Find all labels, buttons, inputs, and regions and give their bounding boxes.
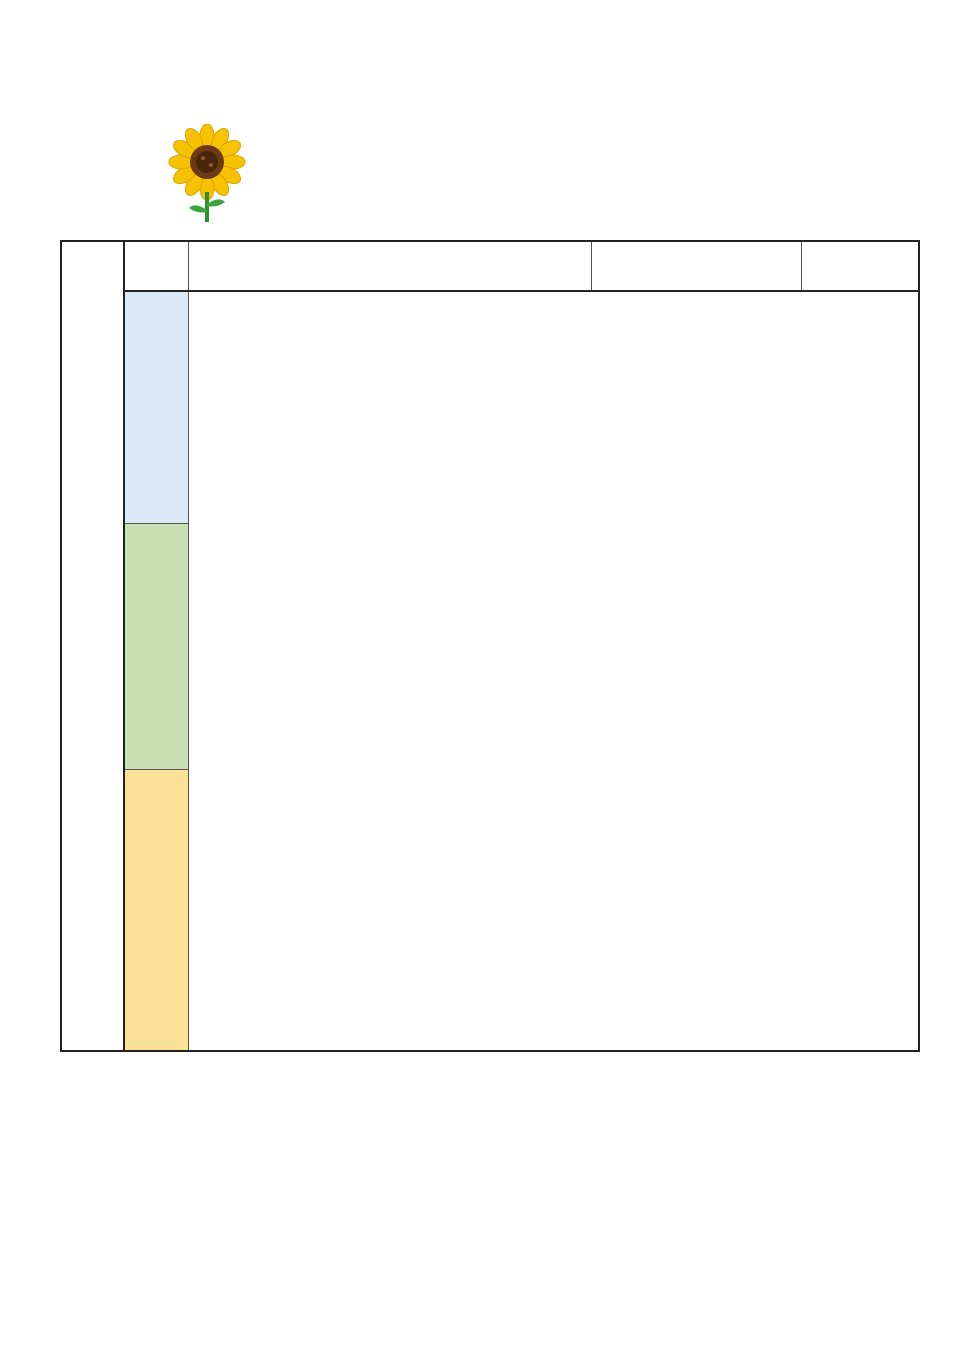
grade-5-6-label — [125, 770, 189, 1050]
table-header — [125, 242, 918, 292]
header-title — [189, 242, 592, 290]
grade-1-2-label — [125, 292, 189, 524]
side-label-column — [62, 242, 125, 1050]
header-classification — [802, 242, 918, 290]
book-table — [60, 240, 920, 1052]
sunflower-icon — [165, 124, 249, 224]
header-author — [592, 242, 802, 290]
grade-3-4-label — [125, 524, 189, 770]
header-grade-cell — [125, 242, 189, 290]
book-grid — [125, 242, 918, 1050]
